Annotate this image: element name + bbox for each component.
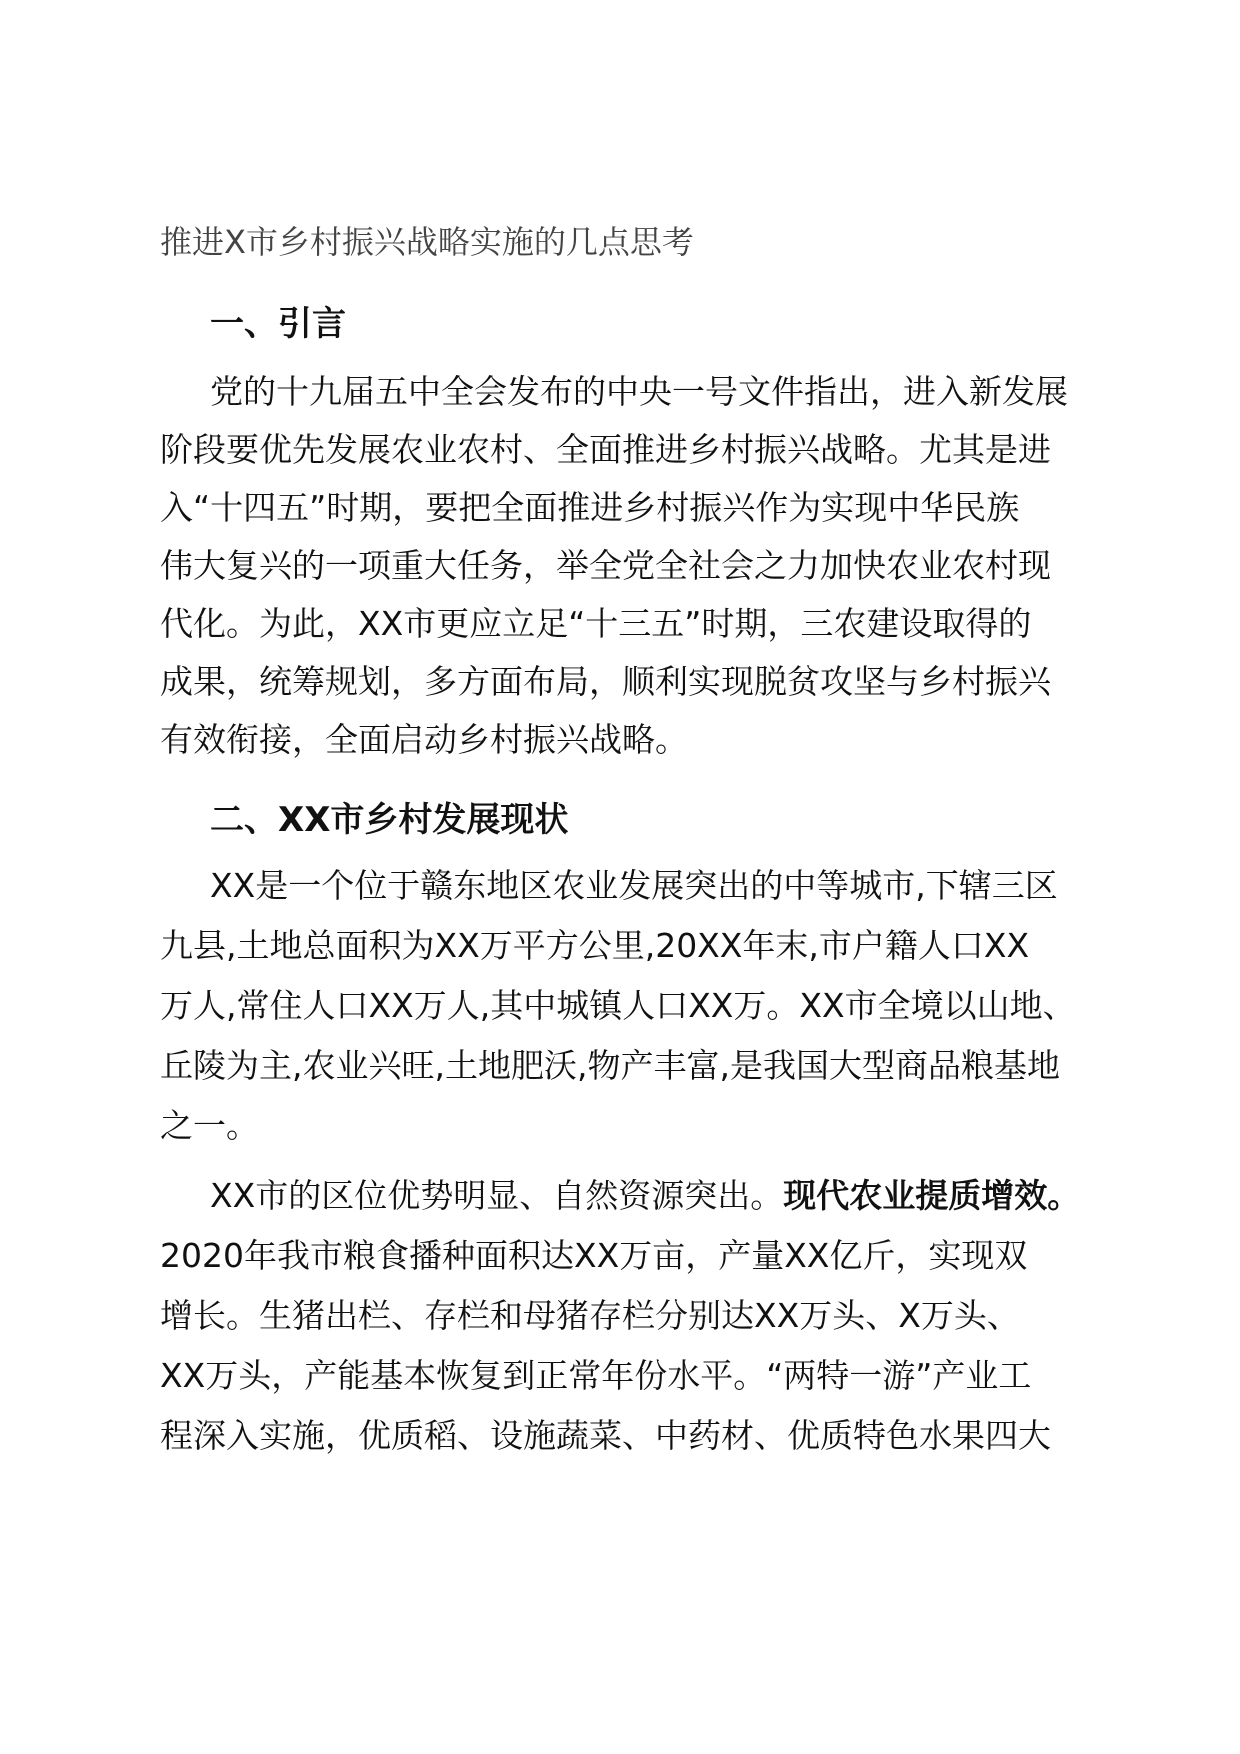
bold-emphasis: 现代农业提质增效。 [783, 1176, 1081, 1215]
document-title: 推进X市乡村振兴战略实施的几点思考 [160, 223, 694, 261]
paragraph-text: XX市的区位优势明显、自然资源突出。 [210, 1176, 784, 1215]
paragraph-line: 增长。生猪出栏、存栏和母猪存栏分别达XX万头、X万头、 [160, 1296, 1020, 1335]
paragraph-line: 之一。 [160, 1106, 259, 1145]
paragraph-line: 入“十四五”时期，要把全面推进乡村振兴作为实现中华民族 [160, 488, 1020, 527]
paragraph-line: 伟大复兴的一项重大任务，举全党全社会之力加快农业农村现 [160, 546, 1051, 585]
paragraph-line: 程深入实施，优质稻、设施蔬菜、中药材、优质特色水果四大 [160, 1416, 1051, 1455]
paragraph-line: 丘陵为主,农业兴旺,土地肥沃,物产丰富,是我国大型商品粮基地 [160, 1046, 1060, 1085]
paragraph-line: 万人,常住人口XX万人,其中城镇人口XX万。XX市全境以山地、 [160, 986, 1076, 1025]
paragraph-line: XX万头，产能基本恢复到正常年份水平。“两特一游”产业工 [160, 1356, 1032, 1395]
paragraph-line: 阶段要优先发展农业农村、全面推进乡村振兴战略。尤其是进 [160, 430, 1051, 469]
paragraph-line: 九县,土地总面积为XX万平方公里,20XX年末,市户籍人口XX [160, 926, 1030, 965]
paragraph-line: 有效衔接，全面启动乡村振兴战略。 [160, 720, 688, 759]
paragraph-line: 党的十九届五中全会发布的中央一号文件指出，进入新发展 [210, 372, 1068, 411]
paragraph-line: 代化。为此，XX市更应立足“十三五”时期，三农建设取得的 [160, 604, 1032, 643]
paragraph-line: 2020年我市粮食播种面积达XX万亩，产量XX亿斤，实现双 [160, 1236, 1028, 1275]
paragraph-line-mixed [210, 1172, 1080, 1220]
section-heading-status: 二、XX市乡村发展现状 [210, 800, 569, 840]
section-heading-introduction: 一、引言 [210, 304, 346, 344]
paragraph-line: XX是一个位于赣东地区农业发展突出的中等城市,下辖三区 [210, 866, 1058, 905]
paragraph-line: 成果，统筹规划，多方面布局，顺利实现脱贫攻坚与乡村振兴 [160, 662, 1051, 701]
